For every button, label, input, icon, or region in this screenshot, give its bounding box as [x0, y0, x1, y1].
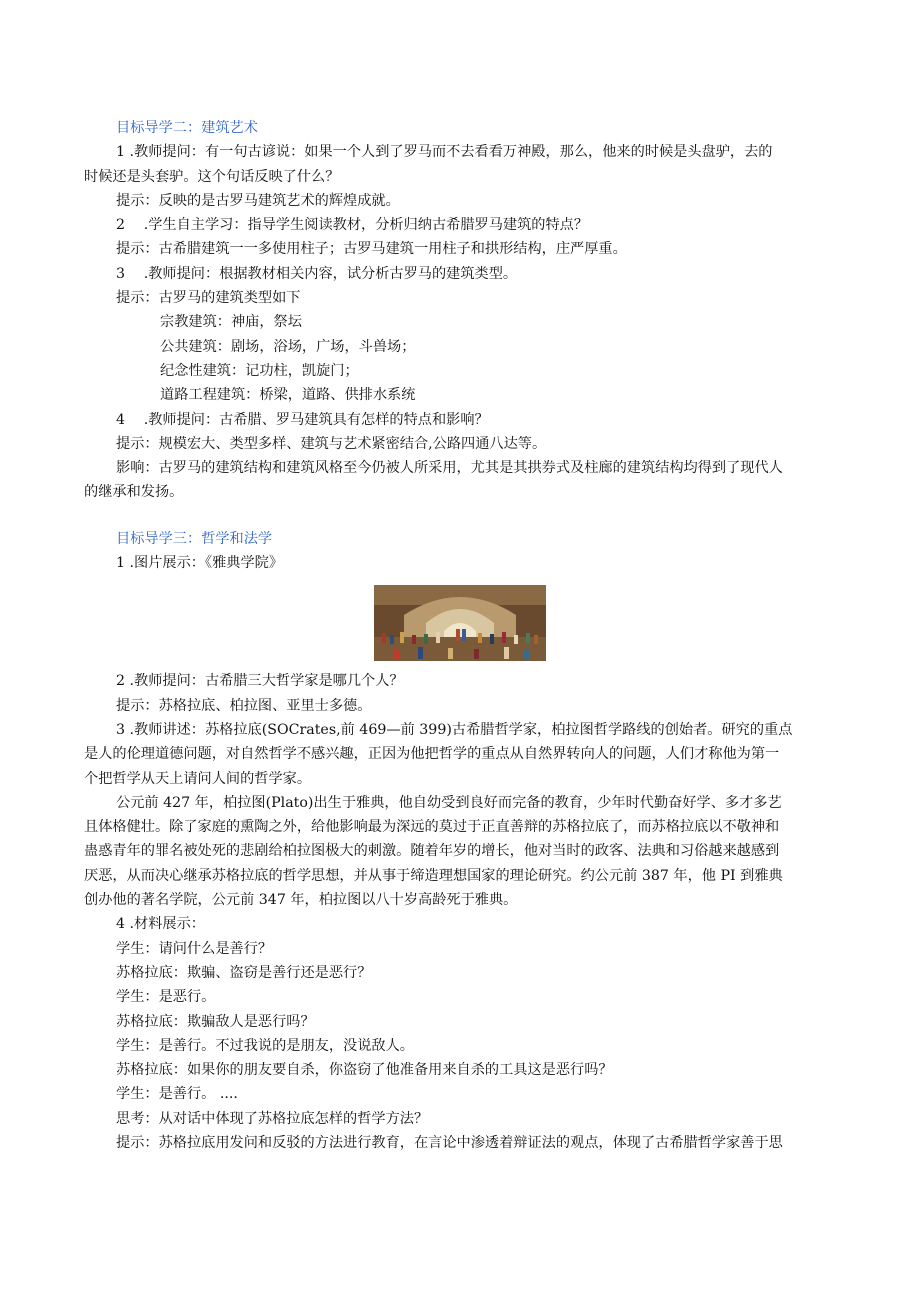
document-page — [84, 116, 844, 1155]
plato-line-3: 蛊惑青年的罪名被处死的悲剧给柏拉图极大的刺激。随着年岁的增长，他对当时的政客、法典和习俗越来越感到 — [84, 843, 780, 860]
item-2-question: 2 .教师提问：古希腊三大哲学家是哪几个人？ — [116, 673, 404, 690]
answer-4: 提示：规模宏大、类型多样、建筑与艺术紧密结合,公路四通八达等。 — [116, 435, 547, 452]
answer-3: 提示：古罗马的建筑类型如下 — [116, 290, 301, 307]
dialogue-line: 学生：是善行。不过我说的是朋友，没说敌人。 — [116, 1037, 414, 1054]
section-heading-philosophy: 目标导学三：哲学和法学 — [116, 530, 273, 547]
item-3-line-3: 个把哲学从天上请问人间的哲学家。 — [84, 770, 312, 787]
building-type-memorial: 纪念性建筑：记功柱，凯旋门； — [160, 362, 359, 379]
question-1-line-2: 时候还是头套驴。这个句话反映了什么？ — [84, 168, 340, 185]
section-heading-architecture: 目标导学二：建筑艺术 — [116, 120, 258, 136]
influence-line-1: 影响：古罗马的建筑结构和建筑风格至今仍被人所采用，尤其是其拱券式及柱廊的建筑结构均得到了现代人 — [116, 460, 783, 477]
think-hint: 提示：苏格拉底用发问和反驳的方法进行教育，在言论中渗透着辩证法的观点，体现了古希腊哲学家善于思 — [116, 1134, 783, 1151]
answer-1: 提示：反映的是古罗马建筑艺术的辉煌成就。 — [116, 192, 400, 209]
question-1-line-1: 1 .教师提问：有一句古谚说：如果一个人到了罗马而不去看看万神殿，那么，他来的时候是头盘驴，去的 — [116, 144, 773, 161]
school-of-athens-painting — [374, 585, 546, 661]
think-question: 思考：从对话中体现了苏格拉底怎样的哲学方法？ — [116, 1110, 429, 1127]
item-3-line-1: 3 .教师讲述：苏格拉底(SOCrates,前 469—前 399)古希腊哲学家，柏拉图哲学路线的创始者。研究的重点 — [116, 721, 793, 738]
building-type-religious: 宗教建筑：神庙，祭坛 — [160, 314, 302, 331]
painting-icon — [374, 585, 546, 661]
influence-line-2: 的继承和发扬。 — [84, 484, 184, 501]
item-3-line-2: 是人的伦理道德问题，对自然哲学不感兴趣，正因为他把哲学的重点从自然界转向人的问题，人们才称他为第一 — [84, 746, 780, 763]
dialogue-line: 学生：是善行。 .... — [116, 1086, 238, 1103]
plato-line-1: 公元前 427 年，柏拉图(Plato)出生于雅典，他自幼受到良好而完备的教育，少年时代勤奋好学、多才多艺 — [116, 794, 782, 811]
question-3: 3 .教师提问：根据教材相关内容，试分析古罗马的建筑类型。 — [116, 265, 518, 282]
plato-line-5: 创办他的著名学院，公元前 347 年，柏拉图以八十岁高龄死于雅典。 — [84, 892, 518, 909]
building-type-road: 道路工程建筑：桥梁，道路、供排水系统 — [160, 387, 416, 404]
item-4-material: 4 .材料展示： — [116, 916, 205, 933]
plato-line-4: 厌恶，从而决心继承苏格拉底的哲学思想，并从事于缔造理想国家的理论研究。约公元前 387 年，他 PI 到雅典 — [84, 867, 783, 884]
dialogue-line: 苏格拉底：欺骗敌人是恶行吗？ — [116, 1013, 315, 1030]
building-type-public: 公共建筑：剧场，浴场，广场，斗兽场； — [160, 338, 416, 355]
dialogue-line: 学生：请问什么是善行？ — [116, 940, 273, 957]
answer-2: 提示：古希腊建筑一一多使用柱子；古罗马建筑一用柱子和拱形结构，庄严厚重。 — [116, 241, 627, 258]
dialogue-line: 苏格拉底：欺骗、盗窃是善行还是恶行？ — [116, 964, 372, 981]
question-4: 4 .教师提问：古希腊、罗马建筑具有怎样的特点和影响？ — [116, 411, 489, 428]
plato-line-2: 且体格健壮。除了家庭的熏陶之外，给他影响最为深远的莫过于正直善辩的苏格拉底了，而苏格拉底以不敬神和 — [84, 819, 780, 836]
item-2-hint: 提示：苏格拉底、柏拉图、亚里士多德。 — [116, 697, 372, 714]
item-1-image-show: 1 .图片展示：《雅典学院》 — [116, 555, 284, 572]
dialogue-line: 苏格拉底：如果你的朋友要自杀，你盗窃了他准备用来自杀的工具这是恶行吗？ — [116, 1062, 613, 1079]
question-2: 2 .学生自主学习：指导学生阅读教材，分析归纳古希腊罗马建筑的特点？ — [116, 217, 589, 234]
dialogue-line: 学生：是恶行。 — [116, 989, 216, 1006]
